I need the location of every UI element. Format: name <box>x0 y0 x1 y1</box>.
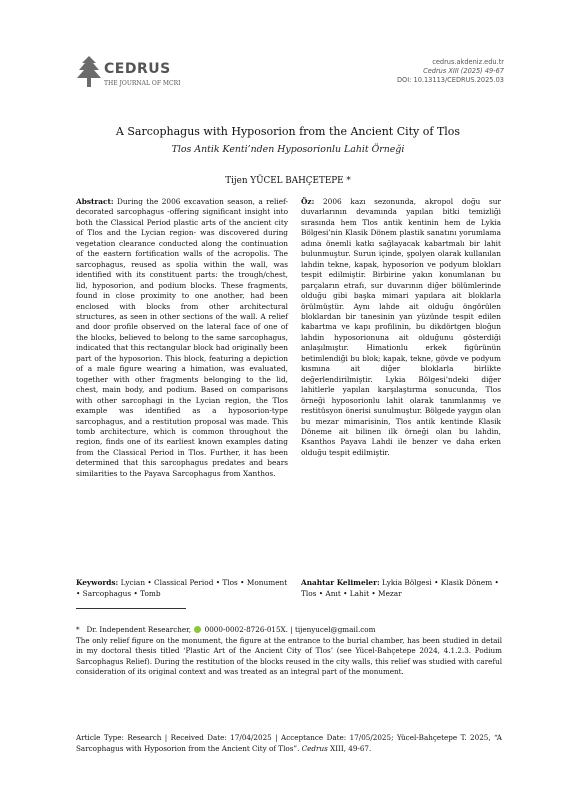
footnote <box>76 625 502 678</box>
oz-text: 2006 kazı sezonunda, akropol doğu sur duvarlarının devamında yapılan bitki temizliği sırasında hem Tlos antik kentinin hem de Lykia Bölgesi’nin Klasik Dönem plastik sanatını yorumlama adına önemli katkı sağlayacak kabartmalı bir lahit bulunmuştur. Surun içinde, şpolyen olarak kullanılan lahdin tekne, kapak, hyposorion ve podyum blokları tespit edilmiştir. Birbirine yakın konumlanan bu parçaların etrafı, sur duvarının diğer bölümlerinde olduğu gibi başka mimari yapılara ait bloklarla örülmüştür. Aynı lahde ait olduğu öngörülen bloklardan bir tanesinin yan yüzünde tespit edilen kabartma ve kapı profilinin, bu dikdörtgen bloğun lahdin hyposorionuna ait olduğunu gösterdiği anlaşılmıştır. Himationlu erkek figürünün betimlendiği bu blok; kapak, tekne, gövde ve podyum kısmına ait diğer bloklarla birlikte değerlendirilmiştir. Lykia Bölgesi’ndeki diğer lahitlerle yapılan karşılaştırma sonucunda, Tlos örneği hyposorionlu lahit olarak tanımlanmış ve restitüsyon önerisi sunulmuştur. Bölgede yaygın olan bu mezar mimarisinin, Tlos antik kentinde Klasik Döneme ait bilinen ilk örneği olan bu lahdin, Ksanthos Payava Lahdi ile benzer ve daha erken olduğu tespit edilmiştir. <box>301 197 501 457</box>
logo-subtitle: THE JOURNAL OF MCRI <box>104 80 181 87</box>
cedar-tree-icon <box>76 55 102 89</box>
footnote-marker: * <box>76 625 80 634</box>
citation-tail: XIII, 49-67. <box>330 743 372 753</box>
journal-site[interactable]: cedrus.akdeniz.edu.tr <box>432 58 504 66</box>
affiliation: Dr. Independent Researcher, <box>86 625 192 634</box>
citation <box>76 733 502 754</box>
doi[interactable]: DOI: 10.13113/CEDRUS.2025.03 <box>396 76 504 84</box>
anahtar-label: Anahtar Kelimeler: <box>301 578 380 587</box>
citation-text: Article Type: Research | Received Date: 17/04/2025 | Acceptance Date: 17/05/2025; Yücel-Bahçetepe T. 2025, “A Sarcophagus with Hyposorion from the Ancient City of Tlos”. <box>76 733 502 753</box>
article-title: A Sarcophagus with Hyposorion from the Ancient City of Tlos <box>115 125 461 138</box>
oz-column <box>301 197 501 458</box>
logo-name: CEDRUS <box>104 61 171 77</box>
abstract-text: During the 2006 excavation season, a relief-decorated sarcophagus -offering significant insight into both the Classical Period plastic arts of the ancient city of Tlos and the Lycian region- was discovered during vegetation clearance conducted along the continuation of the eastern fortification walls of the acropolis. The sarcophagus, reused as spolia within the wall, was identified with its constituent parts: the trough/chest, lid, hyposorion, and podium blocks. These fragments, found in close proximity to one another, had been enclosed with blocks from other architectural structures, as seen in other sections of the wall. A relief and door profile observed on the lateral face of one of the blocks, believed to belong to the same sarcophagus, indicated that this rectangular block had originally been part of the hyposorion. This block, featuring a depiction of a male figure wearing a himation, was evaluated, together with other fragments belonging to the lid, chest, main body, and podium. Based on comparisons with other sarcophagi in the Lycian region, the Tlos example was identified as a hyposorion-type sarcophagus, and a restitution proposal was made. This tomb architecture, which is common throughout the region, finds one of its earliest known examples dating from the Classical Period in Tlos. Further, it has been determined that this sarcophagus predates and bears similarities to the Payava Sarcophagus from Xanthos. <box>76 197 288 478</box>
keywords-label: Keywords: <box>76 578 119 587</box>
article-author: Tijen YÜCEL BAHÇETEPE * <box>225 176 351 186</box>
journal-volume: Cedrus XIII (2025) 49-67 <box>423 67 504 75</box>
keywords-text: Lycian • Classical Period • Tlos • Monument • Sarcophagus • Tomb <box>76 578 288 598</box>
footnote-note: The only relief figure on the monument, the figure at the entrance to the burial chamber, has been studied in detail in my doctoral thesis titled ‘Plastic Art of the Ancient City of Tlos’ (see Yücel-Bahçetepe 2024, 4.1.2.3. Podium Sarcophagus Relief). During the restitution of the blocks reused in the city walls, this relief was studied with careful consideration of its original context and was treated as an integral part of the monument. <box>76 635 502 677</box>
journal-meta <box>397 58 504 85</box>
footnote-divider <box>76 608 186 609</box>
author-email[interactable]: | tijenyucel@gmail.com <box>290 625 376 634</box>
anahtar-text: Lykia Bölgesi • Klasik Dönem • Tlos • Anıt • Lahit • Mezar <box>301 578 499 598</box>
orcid-icon[interactable] <box>194 626 201 633</box>
keywords <box>76 578 291 599</box>
orcid-id[interactable]: 0000-0002-8726-015X. <box>204 625 288 634</box>
citation-journal: Cedrus <box>301 743 328 753</box>
article-subtitle: Tlos Antik Kenti’nden Hyposorionlu Lahit Örneği <box>171 144 405 155</box>
journal-logo <box>76 55 196 95</box>
abstract-label: Abstract: <box>76 197 114 206</box>
oz-label: Öz: <box>301 197 315 206</box>
anahtar-kelimeler <box>301 578 506 599</box>
footnote-affiliation-line <box>76 625 502 636</box>
abstract-column <box>76 197 288 479</box>
